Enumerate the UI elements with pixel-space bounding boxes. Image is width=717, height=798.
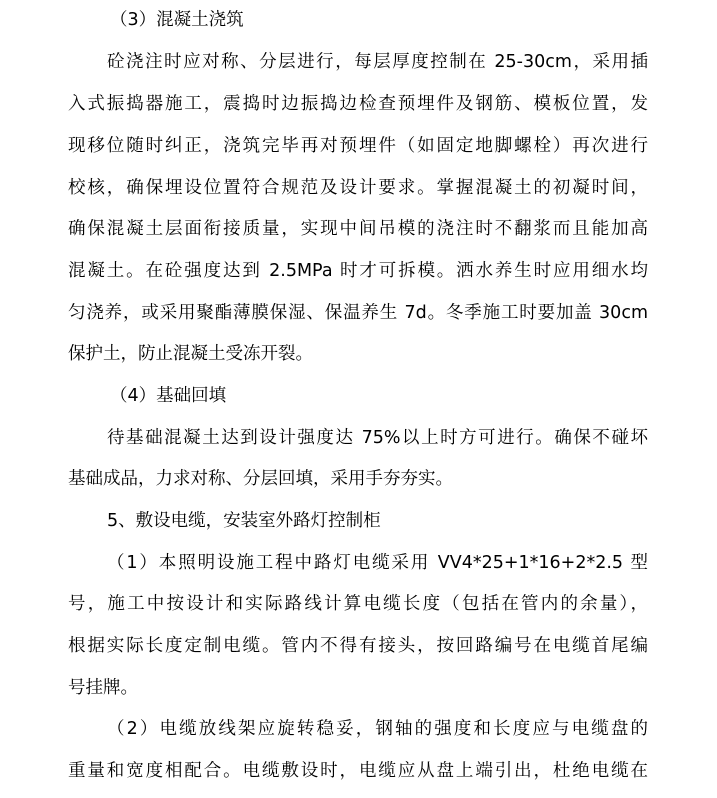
paragraph-line: 号挂牌。 bbox=[68, 678, 138, 698]
paragraph-line: 基础成品，力求对称、分层回填，采用手夯夯实。 bbox=[68, 469, 453, 489]
paragraph-line: （1）本照明设施工程中路灯电缆采用 VV4*25+1*16+2*2.5 型 bbox=[107, 553, 648, 573]
paragraph-line: 根据实际长度定制电缆。管内不得有接头，按回路编号在电缆首尾编 bbox=[68, 636, 648, 656]
paragraph-line: 号，施工中按设计和实际路线计算电缆长度（包括在管内的余量）， bbox=[68, 594, 648, 614]
paragraph-line: 砼浇注时应对称、分层进行，每层厚度控制在 25-30cm，采用插 bbox=[107, 52, 648, 72]
section-heading: （4）基础回填 bbox=[110, 386, 227, 406]
paragraph-line: 保护土，防止混凝土受冻开裂。 bbox=[68, 344, 313, 364]
paragraph-line: 入式振捣器施工，震捣时边振捣边检查预埋件及钢筋、模板位置，发 bbox=[68, 94, 648, 114]
paragraph-line: 匀浇养，或采用聚酯薄膜保湿、保温养生 7d。冬季施工时要加盖 30cm bbox=[68, 303, 648, 323]
paragraph-line: 混凝土。在砼强度达到 2.5MPa 时才可拆模。洒水养生时应用细水均 bbox=[68, 261, 648, 281]
paragraph-line: （2）电缆放线架应旋转稳妥，钢轴的强度和长度应与电缆盘的 bbox=[107, 719, 648, 739]
paragraph-line: 确保混凝土层面衔接质量，实现中间吊模的浇注时不翻浆而且能加高 bbox=[68, 219, 648, 239]
paragraph-line: 重量和宽度相配合。电缆敷设时，电缆应从盘上端引出，杜绝电缆在 bbox=[68, 761, 648, 781]
section-heading: 5、敷设电缆，安装室外路灯控制柜 bbox=[107, 511, 381, 531]
paragraph-line: 校核，确保埋设位置符合规范及设计要求。掌握混凝土的初凝时间， bbox=[68, 178, 648, 198]
section-heading: （3）混凝土浇筑 bbox=[110, 10, 244, 30]
paragraph-line: 待基础混凝土达到设计强度达 75%以上时方可进行。确保不碰坏 bbox=[107, 428, 648, 448]
paragraph-line: 现移位随时纠正，浇筑完毕再对预埋件（如固定地脚螺栓）再次进行 bbox=[68, 136, 648, 156]
